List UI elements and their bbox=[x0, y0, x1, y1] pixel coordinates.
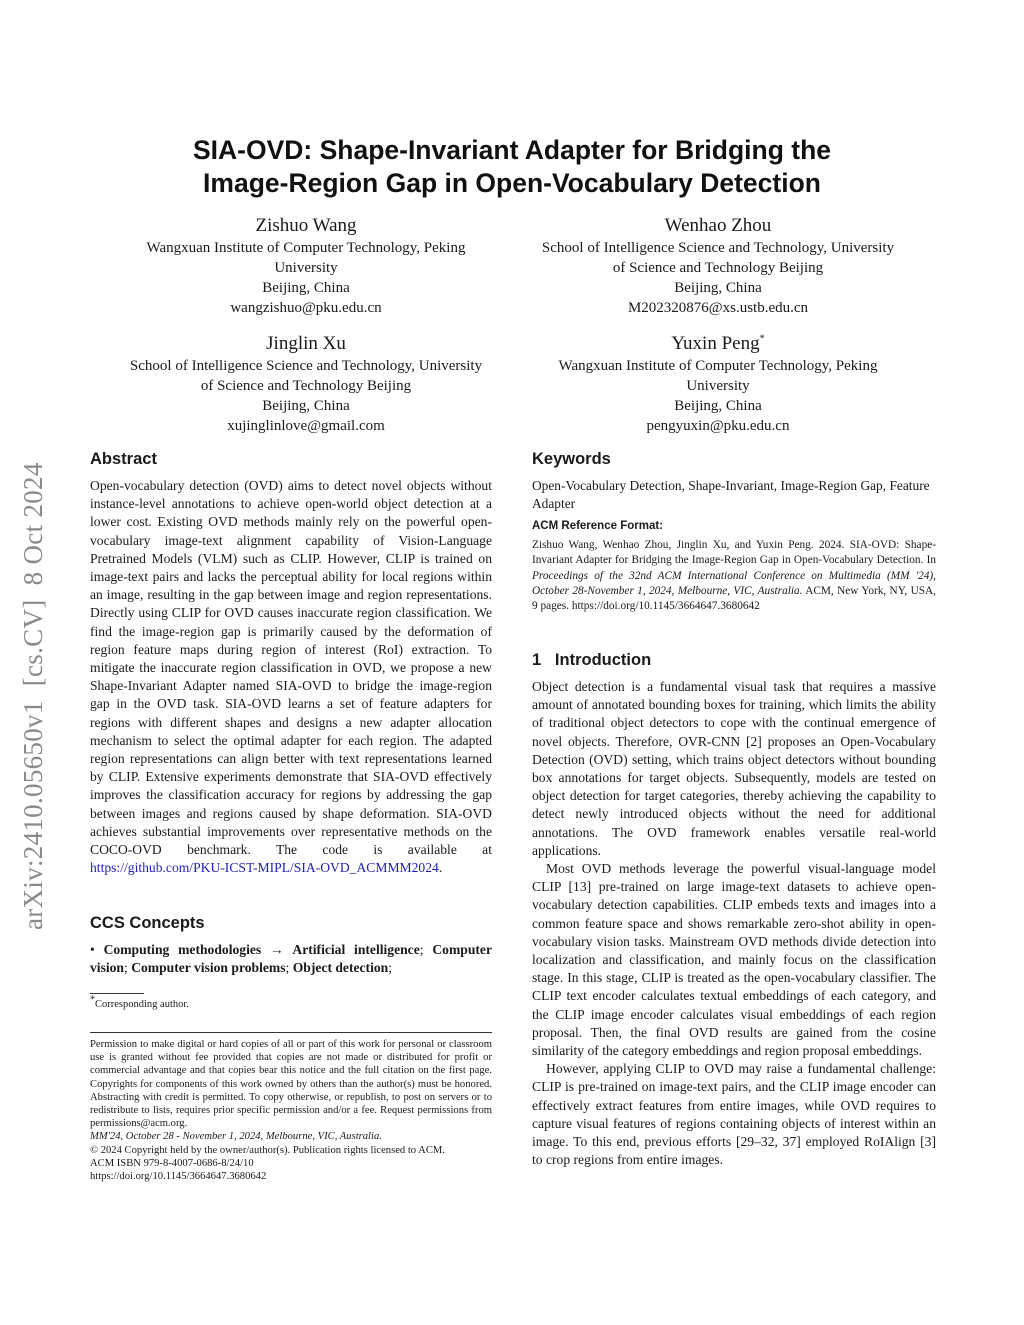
intro-paragraph-3: However, applying CLIP to OVD may raise a fundamental challenge: CLIP is pre-trained on image-text pairs, and the CLIP image encoder can effectively extract features from entire images, while OVD requires to capture visual features of regions containing objects of interest within an image. To this end, previous efforts [29–32, 37] employed RoIAlign [3] to crop regions from entire images. bbox=[532, 1061, 936, 1168]
ccs-term: Artificial intelligence bbox=[292, 942, 420, 957]
acm-reference-text bbox=[532, 538, 936, 614]
author-block-3 bbox=[100, 332, 512, 436]
intro-paragraph-1: Object detection is a fundamental visual task that requires a massive amount of annotated bounding boxes for training, which limits the ability of traditional object detectors to cope with the continual emergence of novel objects. Therefore, OVR-CNN [2] proposes an Open-Vocabulary Detection (OVD) setting, which trains object detectors without bounding box annotations for target objects. Subsequently, models are tested on object detection for target categories, thereby achieving the capability to detect newly introduced objects without the need for additional annotations. The OVD framework enables versatile real-world applications. bbox=[532, 679, 936, 858]
author-email[interactable]: xujinglinlove@gmail.com bbox=[227, 418, 385, 434]
footnote-mark: * bbox=[90, 994, 95, 1006]
author-block-2 bbox=[512, 214, 924, 318]
code-link[interactable]: https://github.com/PKU-ICST-MIPL/SIA-OVD_ACMMM2024 bbox=[90, 860, 439, 876]
abstract-section bbox=[90, 449, 492, 877]
keywords-heading: Keywords bbox=[532, 450, 611, 468]
keywords-text: Open-Vocabulary Detection, Shape-Invariant, Image-Region Gap, Feature Adapter bbox=[532, 478, 930, 512]
ccs-arrow: → bbox=[270, 942, 284, 957]
ccs-heading: CCS Concepts bbox=[90, 914, 205, 932]
author-block-1 bbox=[100, 214, 512, 318]
ccs-term: Computer vision problems bbox=[131, 960, 286, 976]
author-affiliation: Wangxuan Institute of Computer Technology, Peking bbox=[558, 358, 878, 374]
ref-publisher: ACM, New York, NY, USA, 9 pages. https://doi.org/10.1145/3664647.3680642 bbox=[532, 584, 936, 613]
ccs-bullet: • bbox=[90, 942, 95, 957]
ccs-term: Computer vision bbox=[90, 942, 492, 976]
copyright-line: © 2024 Copyright held by the owner/author(s). Publication rights licensed to ACM. bbox=[90, 1144, 445, 1156]
author-affiliation: School of Intelligence Science and Technology, University bbox=[129, 358, 483, 374]
corresponding-mark: * bbox=[759, 333, 765, 345]
footnote-rule bbox=[90, 993, 144, 994]
ccs-term: Object detection bbox=[292, 960, 389, 976]
title-line-1: SIA-OVD: Shape-Invariant Adapter for Bridging the bbox=[192, 135, 831, 165]
paper-title bbox=[90, 134, 934, 200]
ccs-section bbox=[90, 913, 492, 977]
author-block-4 bbox=[512, 332, 924, 436]
title-line-2: Image-Region Gap in Open-Vocabulary Detection bbox=[203, 168, 821, 198]
author-affiliation-cont: of Science and Technology Beijing bbox=[612, 260, 824, 276]
author-location: Beijing, China bbox=[262, 398, 350, 414]
author-name: Jinglin Xu bbox=[266, 333, 346, 354]
abstract-body: Open-vocabulary detection (OVD) aims to detect novel objects without instance-level annotations to achieve open-world object detection at a lower cost. Existing OVD methods mainly rely on the powerful open-vocabulary image-text alignment capability of Vision-Language Pretrained Models (VLM) such as CLIP. However, CLIP is trained on image-text pairs and lacks the perceptual ability for local regions within an image, resulting in the gap between image and region representations. Directly using CLIP for OVD causes inaccurate region classification. We find the image-region gap is primarily caused by the deformation of region feature maps during region of interest (RoI) extraction. To mitigate the inaccurate region classification in OVD, we propose a new Shape-Invariant Adapter named SIA-OVD to bridge the image-region gap in the OVD task. SIA-OVD learns a set of feature adapters for regions with different shapes and designs a new adapter allocation mechanism to select the optimal adapter for each region. The adapted region representations can align better with text representations learned by CLIP. Extensive experiments demonstrate that SIA-OVD effectively improves the classification accuracy for regions by addressing the gap between images and regions caused by shape deformation. SIA-OVD achieves substantial improvements over representative methods on the COCO-OVD benchmark. The code is available at bbox=[90, 478, 492, 858]
intro-paragraph-2: Most OVD methods leverage the powerful visual-language model CLIP [13] pre-trained on large image-text datasets to achieve open-vocabulary detection capabilities. CLIP embeds texts and images into a common feature space and shows remarkable zero-shot ability in open-vocabulary vision tasks. Mainstream OVD methods divide detection into localization and classification, and mainly focus on the classification stage. In this stage, CLIP is treated as the open-vocabulary classifier. The CLIP text encoder calculates textual embeddings of each category, and the CLIP image encoder calculates visual embeddings of each region proposal. Then, the final OVD results are gained from the cosine similarity of the category embeddings and region proposal embeddings. bbox=[532, 861, 936, 1059]
author-name-line bbox=[512, 332, 924, 356]
author-name: Yuxin Peng bbox=[671, 333, 760, 354]
conference-line: MM'24, October 28 - November 1, 2024, Melbourne, VIC, Australia. bbox=[90, 1131, 382, 1143]
doi-line[interactable]: https://doi.org/10.1145/3664647.3680642 bbox=[90, 1171, 267, 1183]
author-affiliation: School of Intelligence Science and Technology, University bbox=[541, 240, 895, 256]
author-email[interactable]: pengyuxin@pku.edu.cn bbox=[646, 418, 790, 434]
author-affiliation-cont: University bbox=[274, 260, 338, 276]
author-name: Wenhao Zhou bbox=[664, 215, 772, 236]
permission-block bbox=[90, 1038, 492, 1183]
footnote bbox=[90, 994, 189, 1010]
author-location: Beijing, China bbox=[262, 280, 350, 296]
author-email[interactable]: M202320876@xs.ustb.edu.cn bbox=[627, 300, 809, 316]
author-location: Beijing, China bbox=[674, 398, 762, 414]
footnote-text: Corresponding author. bbox=[95, 999, 189, 1010]
introduction-section bbox=[532, 650, 936, 1169]
ccs-sep: ; bbox=[285, 960, 290, 976]
keywords-section bbox=[532, 449, 936, 513]
acm-reference-heading: ACM Reference Format: bbox=[532, 520, 663, 532]
author-affiliation-cont: of Science and Technology Beijing bbox=[200, 378, 412, 394]
ref-authors: Zishuo Wang, Wenhao Zhou, Jinglin Xu, and Yuxin Peng. 2024. SIA-OVD: Shape-Invariant Adapter for Bridging the Image-Region Gap in Open-Vocabulary Detection. In bbox=[532, 539, 936, 567]
ccs-concepts bbox=[90, 941, 492, 977]
arxiv-stamp: arXiv:2410.05650v1 [cs.CV] 8 Oct 2024 bbox=[18, 462, 48, 930]
author-name: Zishuo Wang bbox=[255, 215, 357, 236]
author-affiliation-cont: University bbox=[686, 378, 750, 394]
abstract-period: . bbox=[438, 860, 443, 876]
ref-venue: Proceedings of the 32nd ACM International Conference on Multimedia (MM '24), October 28-November 1, 2024, Melbourne, VIC, Australia. bbox=[532, 569, 936, 597]
ccs-term: Computing methodologies bbox=[103, 942, 262, 957]
acm-reference-section bbox=[532, 517, 936, 614]
permission-text: Permission to make digital or hard copies of all or part of this work for personal or classroom use is granted without fee provided that copies are not made or distributed for profit or commercial advantage and that copies bear this notice and the full citation on the first page. Copyrights for components of this work owned by others than the author(s) must be honored. Abstracting with credit is permitted. To copy otherwise, or republish, to post on servers or to redistribute to lists, requires prior specific permission and/or a fee. Request permissions from permissions@acm.org. bbox=[90, 1039, 492, 1130]
author-email[interactable]: wangzishuo@pku.edu.cn bbox=[230, 300, 382, 316]
abstract-heading: Abstract bbox=[90, 450, 157, 468]
author-affiliation: Wangxuan Institute of Computer Technology, Peking bbox=[146, 240, 466, 256]
author-location: Beijing, China bbox=[674, 280, 762, 296]
permission-rule bbox=[90, 1032, 492, 1033]
isbn-line: ACM ISBN 979-8-4007-0686-8/24/10 bbox=[90, 1157, 254, 1169]
ccs-sep: ; bbox=[419, 942, 424, 957]
abstract-text bbox=[90, 477, 492, 877]
ccs-sep: ; bbox=[124, 960, 128, 976]
introduction-heading: 1 Introduction bbox=[532, 651, 652, 669]
ccs-sep: ; bbox=[388, 960, 393, 976]
